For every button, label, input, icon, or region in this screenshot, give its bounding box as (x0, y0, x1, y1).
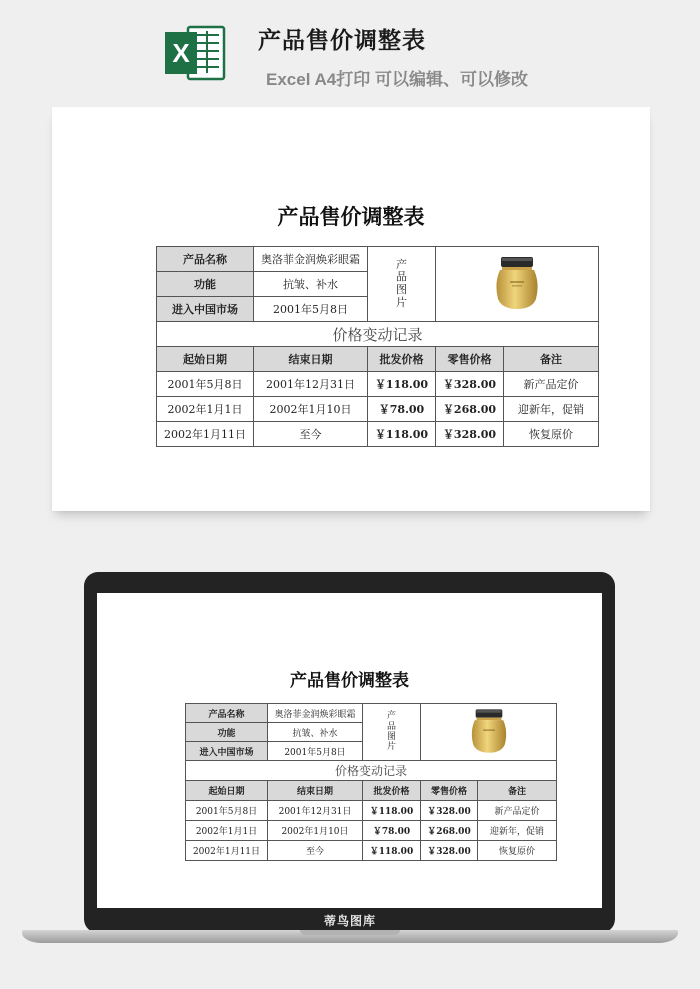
table-row (157, 397, 599, 422)
col-header: 批发价格 (368, 347, 436, 372)
price-table (156, 246, 599, 447)
market-value: 2001年5月8日 (254, 297, 368, 322)
market-label: 进入中国市场 (186, 742, 268, 761)
col-header: 结束日期 (254, 347, 368, 372)
col-header: 零售价格 (421, 781, 478, 801)
col-header: 批发价格 (363, 781, 421, 801)
retail-price: ￥268.00 (421, 821, 478, 841)
laptop-screen (97, 593, 602, 908)
col-header: 备注 (504, 347, 599, 372)
col-header: 起始日期 (186, 781, 268, 801)
table-row (186, 841, 557, 861)
cream-jar-image (492, 253, 542, 313)
table-row (157, 372, 599, 397)
start-date: 2002年1月11日 (186, 841, 268, 861)
market-label: 进入中国市场 (157, 297, 254, 322)
start-date: 2002年1月11日 (157, 422, 254, 447)
end-date: 2002年1月10日 (268, 821, 363, 841)
document-title: 产品售价调整表 (277, 204, 425, 229)
end-date: 至今 (254, 422, 368, 447)
start-date: 2002年1月1日 (157, 397, 254, 422)
section-title: 价格变动记录 (186, 761, 557, 781)
wholesale-price: ￥118.00 (368, 372, 436, 397)
note: 迎新年，促销 (478, 821, 557, 841)
retail-price: ￥328.00 (436, 372, 504, 397)
start-date: 2001年5月8日 (186, 801, 268, 821)
end-date: 2002年1月10日 (254, 397, 368, 422)
document-title: 产品售价调整表 (290, 671, 409, 691)
price-table (185, 703, 557, 861)
sheet-preview-large (52, 107, 650, 511)
function-label: 功能 (157, 272, 254, 297)
end-date: 2001年12月31日 (254, 372, 368, 397)
retail-price: ￥328.00 (421, 841, 478, 861)
laptop-notch (300, 930, 400, 935)
note: 新产品定价 (478, 801, 557, 821)
table-row (157, 422, 599, 447)
table-row (186, 801, 557, 821)
retail-price: ￥268.00 (436, 397, 504, 422)
retail-price: ￥328.00 (436, 422, 504, 447)
wholesale-price: ￥118.00 (368, 422, 436, 447)
product-image (436, 247, 599, 322)
cream-jar-image (468, 706, 510, 756)
wholesale-price: ￥118.00 (363, 841, 421, 861)
market-value: 2001年5月8日 (268, 742, 363, 761)
page-subtitle: Excel A4打印 可以编辑、可以修改 (266, 70, 528, 89)
product-name-value: 奥洛菲金润焕彩眼霜 (268, 704, 363, 723)
retail-price: ￥328.00 (421, 801, 478, 821)
product-image (421, 704, 557, 761)
function-value: 抗皱、补水 (254, 272, 368, 297)
table-row (186, 821, 557, 841)
start-date: 2001年5月8日 (157, 372, 254, 397)
note: 新产品定价 (504, 372, 599, 397)
col-header: 零售价格 (436, 347, 504, 372)
wholesale-price: ￥78.00 (368, 397, 436, 422)
col-header: 备注 (478, 781, 557, 801)
note: 迎新年，促销 (504, 397, 599, 422)
product-name-label: 产品名称 (157, 247, 254, 272)
function-label: 功能 (186, 723, 268, 742)
col-header: 起始日期 (157, 347, 254, 372)
product-image-label: 产 品 图 片 (368, 247, 436, 322)
product-name-value: 奥洛菲金润焕彩眼霜 (254, 247, 368, 272)
section-title: 价格变动记录 (157, 322, 599, 347)
col-header: 结束日期 (268, 781, 363, 801)
page-title: 产品售价调整表 (258, 27, 426, 53)
wholesale-price: ￥78.00 (363, 821, 421, 841)
function-value: 抗皱、补水 (268, 723, 363, 742)
wholesale-price: ￥118.00 (363, 801, 421, 821)
note: 恢复原价 (504, 422, 599, 447)
brand-label: 蒂鸟图库 (323, 914, 376, 928)
end-date: 2001年12月31日 (268, 801, 363, 821)
end-date: 至今 (268, 841, 363, 861)
start-date: 2002年1月1日 (186, 821, 268, 841)
note: 恢复原价 (478, 841, 557, 861)
product-name-label: 产品名称 (186, 704, 268, 723)
header (0, 0, 700, 100)
svg-text:X: X (172, 38, 190, 68)
excel-icon (162, 20, 228, 86)
product-image-label: 产 品 图 片 (363, 704, 421, 761)
